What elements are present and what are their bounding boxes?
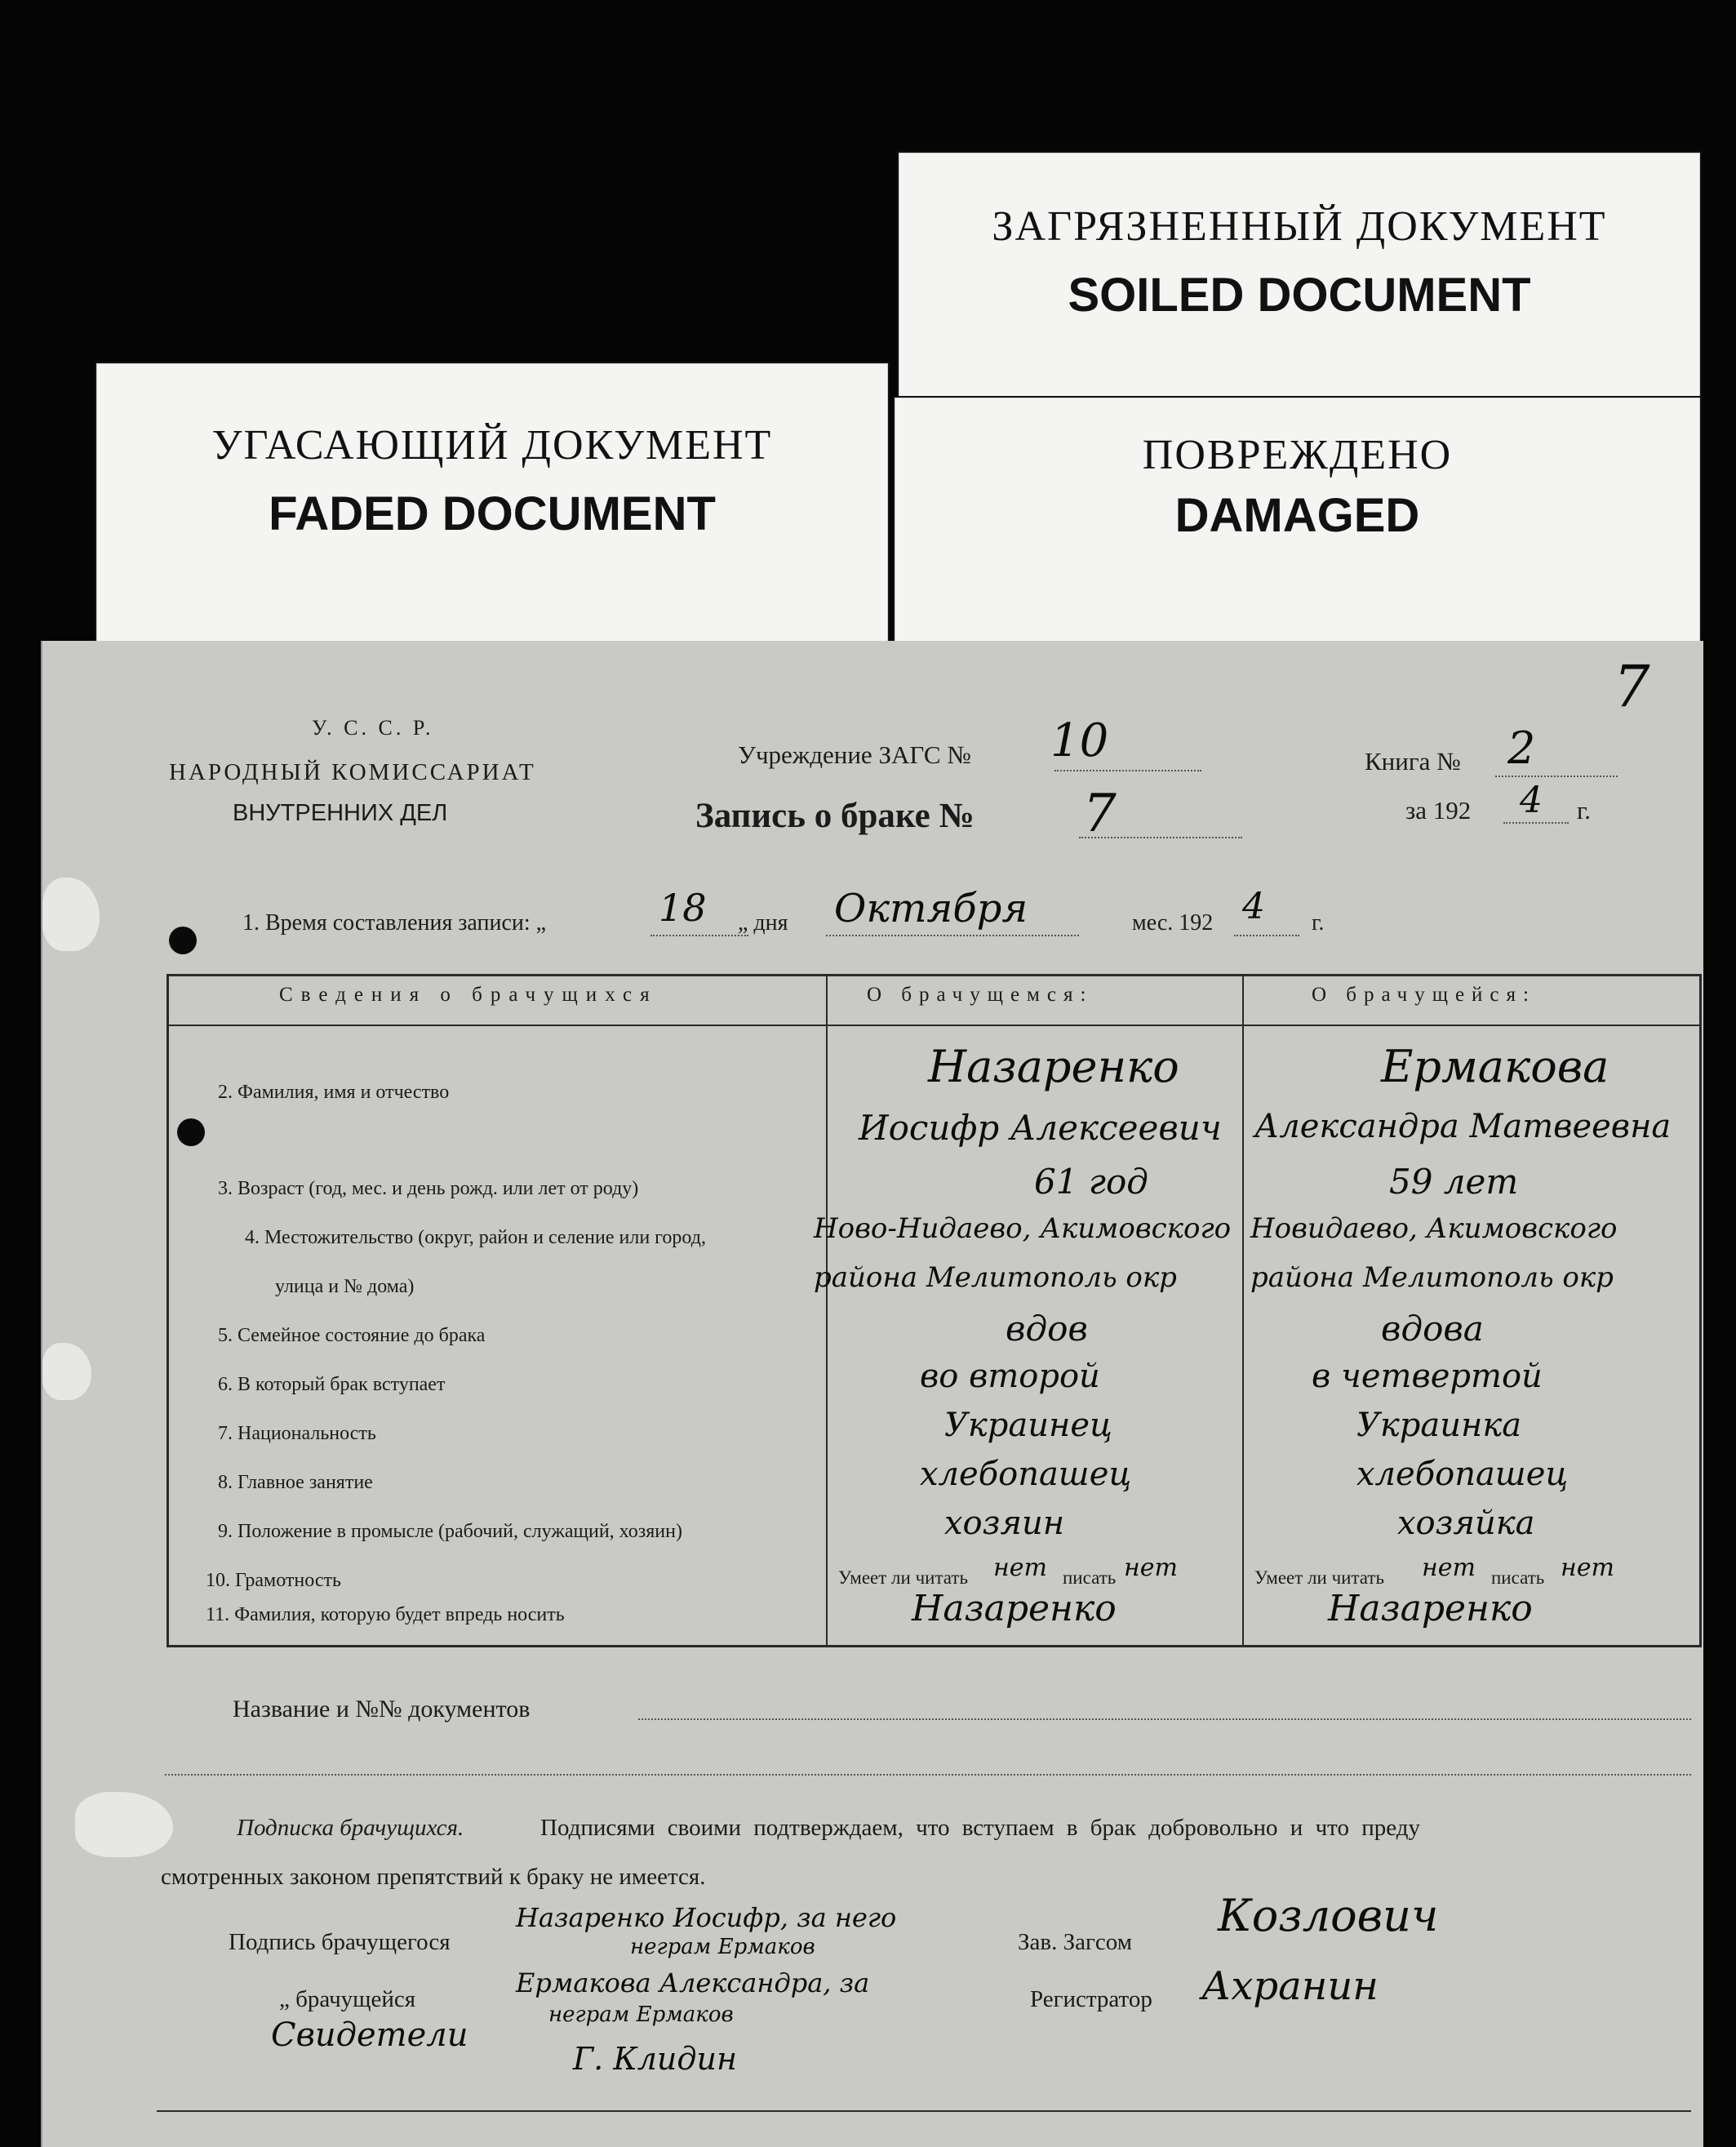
table-header-bride: О брачущейся: [1312, 984, 1536, 1006]
bride-signature-2: неграм Ермаков [548, 2003, 734, 2027]
bride-surname: Ермакова [1381, 1041, 1609, 1092]
damaged-label-en: DAMAGED [1174, 489, 1420, 542]
groom-write-label: писать [1063, 1567, 1117, 1588]
groom-write-value: нет [1124, 1554, 1178, 1582]
table-col-divider-2 [1242, 974, 1244, 1647]
groom-residence-2: района Мелитополь окр [814, 1261, 1177, 1294]
pledge-text-2: смотренных законом препятствий к браку не имеется. [161, 1864, 706, 1890]
groom-marital-status: вдов [1006, 1309, 1088, 1349]
record-time-label: 1. Время составления записи: „ [242, 910, 547, 936]
pledge-heading: Подписка брачущихся. [237, 1815, 464, 1841]
groom-read-label: Умеет ли читать [838, 1567, 968, 1588]
damaged-label-ru: ПОВРЕЖДЕНО [1142, 432, 1453, 478]
bride-signature: Ермакова Александра, за [516, 1967, 870, 1998]
bride-signature-label: „ брачущейся [279, 1986, 416, 2012]
groom-signature-2: неграм Ермаков [630, 1935, 815, 1959]
record-title: Запись о браке № [695, 797, 975, 835]
book-label: Книга № [1365, 747, 1461, 776]
groom-future-surname: Назаренко [912, 1588, 1117, 1629]
bride-marriage-number: в четвертой [1312, 1358, 1543, 1395]
row-label-occupation: 8. Главное занятие [218, 1472, 373, 1493]
row-label-age: 3. Возраст (год, мес. и день рожд. или лет от роду) [218, 1178, 639, 1199]
commissariat-line-1: НАРОДНЫЙ КОМИССАРИАТ [169, 759, 536, 785]
soiled-label-en: SOILED DOCUMENT [1068, 269, 1531, 322]
punch-hole [177, 1118, 205, 1146]
row-label-marital: 5. Семейное состояние до брака [218, 1325, 486, 1346]
record-g: г. [1312, 910, 1325, 936]
soiled-label-ru: ЗАГРЯЗНЕННЫЙ ДОКУМЕНТ [992, 203, 1607, 250]
bride-read-label: Умеет ли читать [1254, 1567, 1384, 1588]
documents-label: Название и №№ документов [233, 1696, 531, 1722]
record-month: Октября [834, 886, 1028, 931]
page-tear [42, 1343, 91, 1400]
bottom-rule [157, 2110, 1691, 2112]
bride-write-label: писать [1491, 1567, 1545, 1588]
head-signature-label: Зав. Загсом [1018, 1929, 1133, 1955]
commissariat-line-2: ВНУТРЕННИХ ДЕЛ [233, 800, 448, 826]
record-day-suffix: „ дня [738, 910, 788, 936]
row-label-marriage-number: 6. В который брак вступает [218, 1374, 446, 1395]
punch-hole [169, 927, 197, 954]
book-number: 2 [1507, 722, 1536, 774]
republic-label: У. С. С. Р. [312, 716, 434, 740]
faded-label-en: FADED DOCUMENT [269, 487, 716, 540]
witness-signature: Г. Клидин [573, 2041, 737, 2077]
row-label-future-surname: 11. Фамилия, которую будет впредь носить [206, 1604, 565, 1625]
row-label-residence: 4. Местожительство (округ, район и селение или город, [245, 1227, 706, 1248]
pledge-text-1: Подписями своими подтверждаем, что вступаем в брак добровольно и что преду [540, 1815, 1420, 1841]
registrar-signature: Ахранин [1201, 1963, 1379, 2009]
bride-marital-status: вдова [1381, 1309, 1484, 1349]
groom-marriage-number: во второй [920, 1358, 1100, 1395]
bride-occupation: хлебопашец [1356, 1456, 1569, 1493]
groom-given-names: Иосифр Алексеевич [859, 1108, 1222, 1148]
record-day: 18 [659, 886, 707, 930]
head-signature: Козлович [1218, 1890, 1439, 1941]
table-col-divider-1 [826, 974, 828, 1647]
table-bottom-border [166, 1645, 1701, 1647]
table-header-info: Сведения о брачущихся [279, 984, 658, 1006]
table-top-border [166, 974, 1701, 976]
bride-future-surname: Назаренко [1328, 1588, 1533, 1629]
table-right-border [1699, 974, 1702, 1647]
row-label-literacy: 10. Грамотность [206, 1570, 341, 1591]
faded-document-card [96, 363, 888, 659]
table-header-border [166, 1025, 1701, 1026]
groom-nationality: Украинец [944, 1407, 1112, 1444]
bride-write-value: нет [1561, 1554, 1614, 1582]
record-year-digit: 4 [1242, 886, 1265, 927]
page-tear [42, 878, 100, 951]
faded-label-ru: УГАСАЮЩИЙ ДОКУМЕНТ [211, 422, 773, 469]
table-header-groom: О брачущемся: [867, 984, 1094, 1006]
registrar-signature-label: Регистратор [1030, 1986, 1152, 2012]
bride-age: 59 лет [1389, 1162, 1519, 1202]
bride-read-value: нет [1422, 1554, 1476, 1582]
groom-signature-label: Подпись брачущегося [229, 1929, 451, 1955]
bride-position: хозяйка [1397, 1505, 1535, 1542]
soiled-document-card [899, 153, 1700, 407]
zags-number: 10 [1050, 714, 1109, 767]
year-suffix: г. [1577, 796, 1591, 825]
damaged-document-card [895, 398, 1700, 660]
page-tear [75, 1792, 173, 1857]
table-left-border [166, 974, 169, 1647]
witnesses-signature-label: Свидетели [271, 2016, 468, 2054]
zags-label: Учреждение ЗАГС № [738, 740, 971, 769]
marriage-record-form [41, 641, 1703, 2147]
row-label-street: улица и № дома) [275, 1276, 415, 1297]
bride-nationality: Украинка [1356, 1407, 1522, 1444]
year-prefix: за 192 [1405, 796, 1472, 825]
bride-residence-1: Новидаево, Акимовского [1250, 1212, 1618, 1245]
page-number: 7 [1614, 653, 1650, 720]
groom-position: хозяин [944, 1505, 1065, 1542]
bride-given-names: Александра Матвеевна [1254, 1108, 1672, 1145]
groom-read-value: нет [993, 1554, 1047, 1582]
groom-occupation: хлебопашец [920, 1456, 1132, 1493]
year-digit: 4 [1520, 780, 1543, 821]
groom-residence-1: Ново-Нидаево, Акимовского [814, 1212, 1232, 1245]
bride-residence-2: района Мелитополь окр [1250, 1261, 1614, 1294]
groom-age: 61 год [1034, 1162, 1148, 1202]
groom-surname: Назаренко [928, 1041, 1179, 1092]
groom-signature: Назаренко Иосифр, за него [516, 1902, 897, 1933]
row-label-name: 2. Фамилия, имя и отчество [218, 1082, 450, 1103]
record-number: 7 [1083, 784, 1117, 844]
row-label-nationality: 7. Национальность [218, 1423, 376, 1444]
record-mes-label: мес. 192 [1132, 910, 1214, 936]
row-label-position: 9. Положение в промысле (рабочий, служащий, хозяин) [218, 1521, 682, 1542]
